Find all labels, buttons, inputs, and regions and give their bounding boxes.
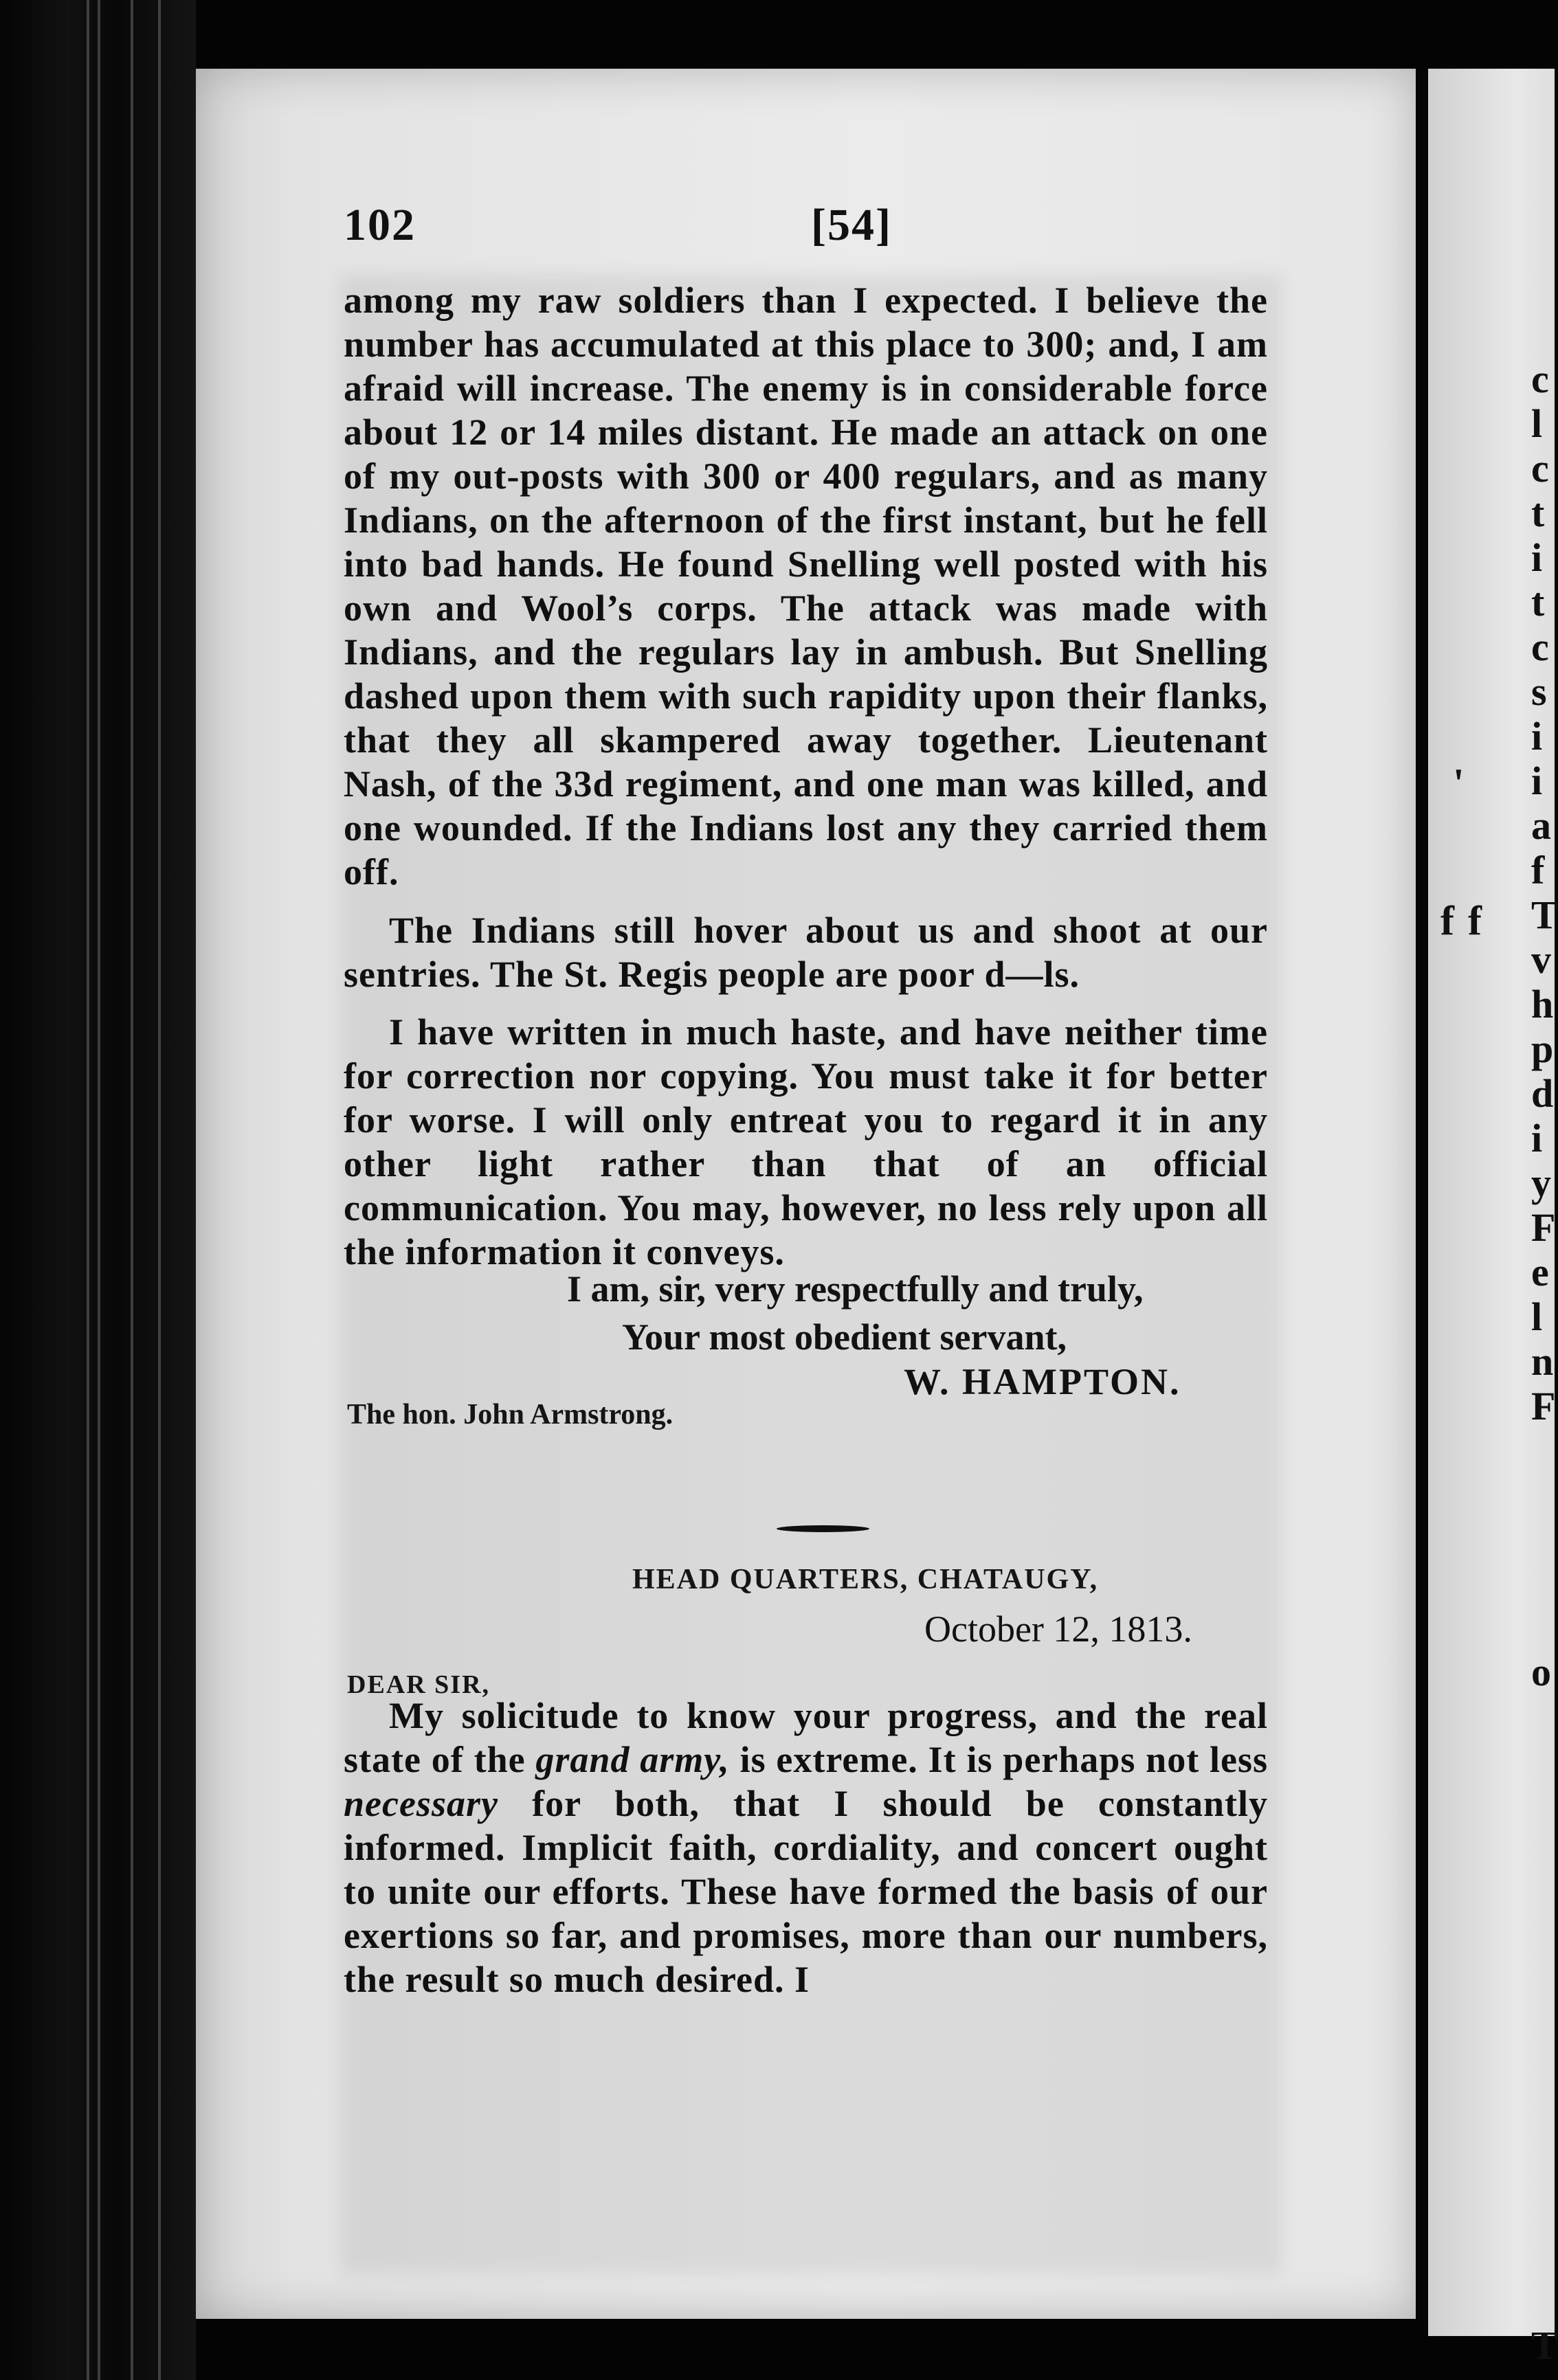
right-page-letter: i xyxy=(1531,1116,1543,1160)
complimentary-close: I am, sir, very respectfully and truly, xyxy=(567,1268,1144,1310)
addressee: The hon. John Armstrong. xyxy=(347,1399,674,1430)
letter-date: October 12, 1813. xyxy=(924,1608,1192,1650)
book-binding-edge xyxy=(0,0,196,2380)
right-page-letter: a xyxy=(1531,803,1551,848)
right-page-mark: f xyxy=(1440,898,1454,943)
right-page-letter: c xyxy=(1531,446,1549,491)
right-page-letter: e xyxy=(1531,1250,1549,1294)
right-page-letter: d xyxy=(1531,1071,1554,1116)
second-letter-paragraph xyxy=(344,1694,1268,2001)
right-page-letter: h xyxy=(1531,982,1554,1026)
section-divider xyxy=(777,1525,869,1532)
grand-army-emphasis: grand army, xyxy=(535,1739,730,1780)
right-page-letter: T xyxy=(1531,2323,1558,2368)
body-paragraph: I have written in much haste, and have neither time for correction nor copying. You must take it for better for worse. I will only entreat you to regard it in any other light rather than that of an official communication. You may, however, no less rely upon all the information it conveys. xyxy=(344,1011,1268,1272)
right-page-letter: T xyxy=(1531,892,1558,937)
letter-body-third-paragraph xyxy=(344,1010,1268,1274)
right-page-letter: t xyxy=(1531,580,1545,625)
headquarters-heading: HEAD QUARTERS, CHATAUGY, xyxy=(632,1564,1099,1595)
letter-body-second-paragraph xyxy=(344,908,1268,996)
page-gutter xyxy=(1417,69,1428,2336)
page-number: 102 xyxy=(344,200,416,250)
necessary-emphasis: necessary xyxy=(344,1783,498,1824)
body-paragraph: among my raw soldiers than I expected. I believe the number has accumulated at this place to 300; and, I am afraid will increase. The enemy is in considerable force about 12 or 14 miles distant. He made an attack on one of my out-posts with 300 or 400 regulars, and as many Indians, on the afternoon of the first instant, but he fell into bad hands. He found Snelling well posted with his own and Wool’s corps. The attack was made with Indians, and the regulars lay in ambush. But Snelling dashed upon them with such rapidity upon their flanks, that they all skampered away together. Lieutenant Nash, of the 33d regiment, and one man was killed, and one wounded. If the Indians lost any they carried them off. xyxy=(344,280,1268,892)
second-letter-text xyxy=(344,1694,1268,2001)
right-page-letter: s xyxy=(1531,669,1547,714)
second-letter-middle: is extreme. It is perhaps not less xyxy=(739,1739,1268,1780)
salutation: DEAR SIR, xyxy=(347,1670,491,1699)
printed-signature-mark: [54] xyxy=(811,200,892,250)
right-page-letter: v xyxy=(1531,937,1551,982)
right-page-mark: f xyxy=(1468,898,1482,943)
right-page-letter: t xyxy=(1531,491,1545,535)
servant-close: Your most obedient servant, xyxy=(622,1316,1067,1358)
right-page-letter: i xyxy=(1531,714,1543,759)
second-letter-tail: for both, that I should be constantly informed. Implicit faith, cordiality, and concert ought to unite our efforts. These have formed the basis of our exertions so far, and promises, more than our numbers, the result so much desired. I xyxy=(344,1783,1268,2000)
letter-body-first-paragraph xyxy=(344,278,1268,894)
right-page-letter: f xyxy=(1531,848,1545,892)
right-book-page-fragment xyxy=(1428,69,1558,2368)
right-page-mark: ' xyxy=(1453,761,1465,806)
right-page-letter: l xyxy=(1531,1294,1543,1339)
page-header xyxy=(344,199,1265,261)
right-page-letter: l xyxy=(1531,401,1543,446)
binding-line xyxy=(158,0,161,2380)
binding-line xyxy=(87,0,89,2380)
binding-line xyxy=(98,0,100,2380)
right-page-letter: p xyxy=(1531,1026,1554,1071)
right-page-letter: i xyxy=(1531,535,1543,580)
binding-line xyxy=(131,0,133,2380)
right-page-letter: F xyxy=(1531,1384,1556,1428)
right-page-letter: c xyxy=(1531,357,1549,401)
right-page-letter: i xyxy=(1531,759,1543,803)
right-page-letter: c xyxy=(1531,625,1549,669)
right-page-letter: F xyxy=(1531,1205,1556,1250)
signature-name: W. HAMPTON. xyxy=(904,1361,1181,1402)
left-book-page xyxy=(196,69,1416,2319)
body-paragraph: The Indians still hover about us and shoot at our sentries. The St. Regis people are poor d—ls. xyxy=(344,910,1268,995)
right-page-letter: y xyxy=(1531,1160,1551,1205)
right-page-letter: o xyxy=(1531,1650,1551,1694)
right-page-letter: n xyxy=(1531,1339,1554,1384)
second-letter-lead: My solicitude to know your progress, and the real state of the xyxy=(344,1695,1268,1780)
